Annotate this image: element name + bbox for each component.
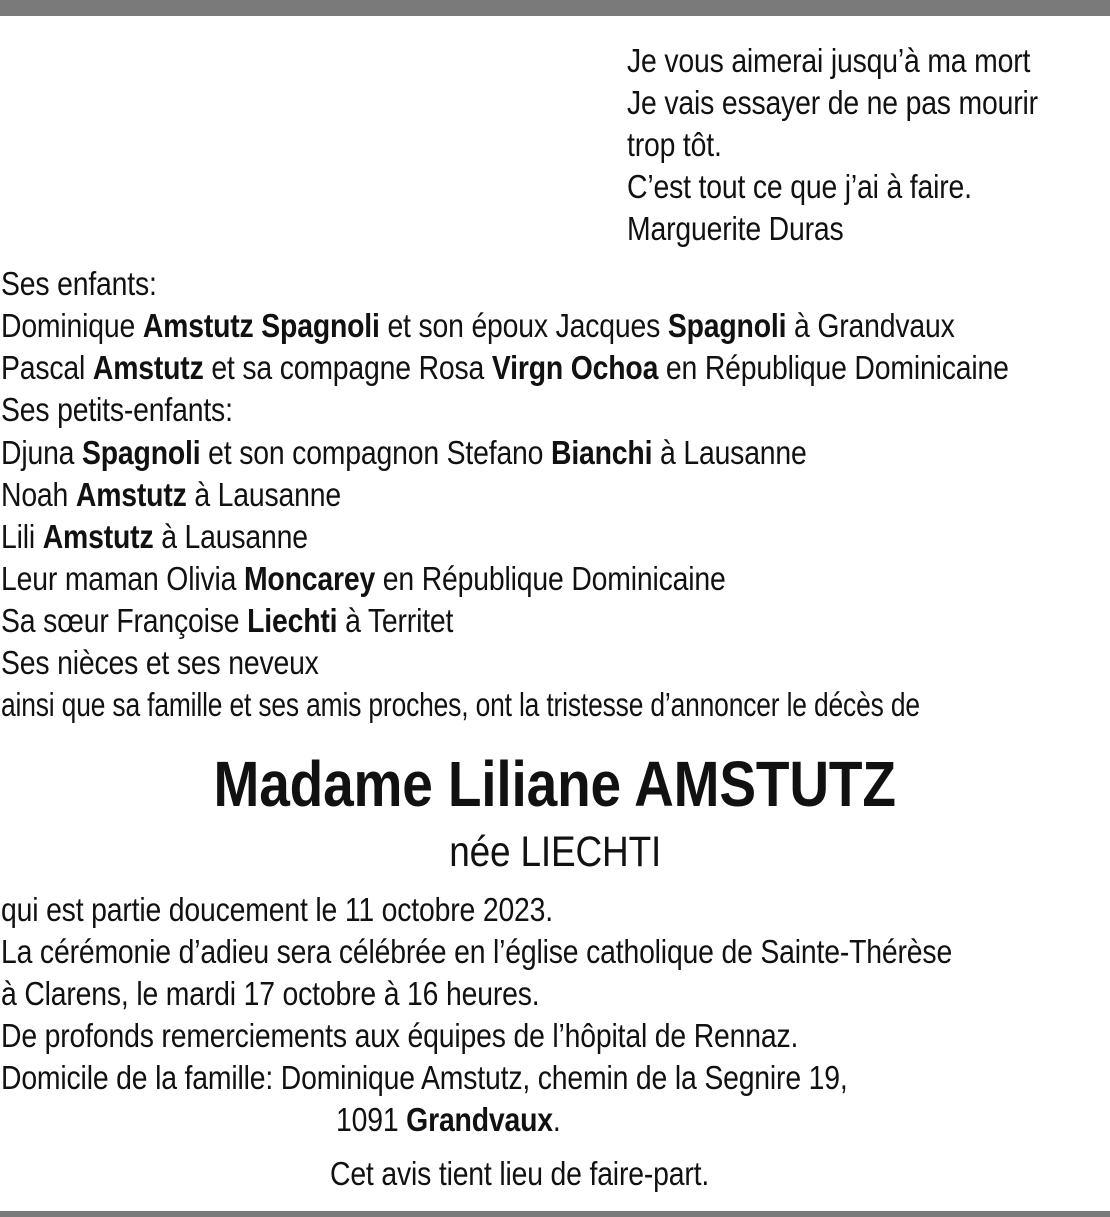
surname: Liechti	[247, 602, 338, 639]
location: en République Dominicaine	[658, 349, 1009, 386]
nieces-line: Ses nièces et ses neveux	[1, 644, 319, 681]
city: Grandvaux	[406, 1101, 553, 1138]
children-heading: Ses enfants:	[1, 265, 157, 302]
details-line: à Clarens, le mardi 17 octobre à 16 heures.	[1, 975, 540, 1012]
child-entry	[1, 305, 955, 347]
footer-note: Cet avis tient lieu de faire-part.	[330, 1155, 710, 1192]
sister-entry	[1, 600, 453, 642]
details-line: qui est partie doucement le 11 octobre 2023.	[1, 891, 553, 928]
poem-line-2: Je vais essayer de ne pas mourir	[627, 84, 1038, 121]
bottom-rule	[0, 1211, 1110, 1217]
location: à Lausanne	[652, 434, 807, 471]
given-name: Leur maman Olivia	[1, 560, 244, 597]
poem-line-4: C’est tout ce que j’ai à faire.	[627, 168, 972, 205]
relation: et son compagnon Stefano	[200, 434, 551, 471]
surname: Spagnoli	[82, 434, 201, 471]
location: à Lausanne	[153, 518, 308, 555]
grandchild-entry	[1, 432, 807, 474]
given-name: Noah	[1, 476, 76, 513]
surname: Spagnoli	[667, 307, 787, 344]
grandchild-entry	[1, 516, 308, 558]
surname: Amstutz	[92, 349, 204, 386]
location: en République Dominicaine	[375, 560, 726, 597]
surname: Amstutz	[75, 476, 187, 513]
surname: Virgn Ochoa	[491, 349, 659, 386]
top-rule	[0, 0, 1110, 16]
postal-code: 1091	[336, 1101, 407, 1138]
grandchild-entry	[1, 474, 341, 516]
grandchildren-heading: Ses petits-enfants:	[1, 391, 233, 428]
mother-entry	[1, 558, 726, 600]
surname: Moncarey	[243, 560, 376, 597]
child-entry	[1, 347, 1009, 389]
deceased-name-text: Madame Liliane AMSTUTZ	[213, 748, 897, 820]
maiden-name	[0, 826, 1110, 878]
details-line: La cérémonie d’adieu sera célébrée en l’église catholique de Sainte-Thérèse	[1, 933, 953, 970]
given-name: Djuna	[1, 434, 83, 471]
given-name: Pascal	[1, 349, 93, 386]
details-line: De profonds remerciements aux équipes de l’hôpital de Rennaz.	[1, 1017, 799, 1054]
location: à Grandvaux	[786, 307, 955, 344]
location: à Lausanne	[186, 476, 341, 513]
family-address-city	[336, 1099, 561, 1141]
family-address: Domicile de la famille: Dominique Amstutz, chemin de la Segnire 19,	[1, 1059, 848, 1096]
surname: Amstutz	[42, 518, 154, 555]
given-name: Dominique	[1, 307, 143, 344]
given-name: Lili	[1, 518, 43, 555]
surname: Amstutz Spagnoli	[142, 307, 380, 344]
surname: Bianchi	[550, 434, 653, 471]
relation: et son époux Jacques	[379, 307, 668, 344]
announcement-line: ainsi que sa famille et ses amis proches, ont la tristesse d’annoncer le décès de	[1, 686, 920, 723]
poem-author: Marguerite Duras	[627, 210, 844, 247]
punctuation: .	[552, 1101, 561, 1138]
given-name: Sa sœur Françoise	[1, 602, 248, 639]
deceased-name	[0, 746, 1110, 822]
maiden-name-text: née LIECHTI	[449, 828, 661, 876]
poem-line-3: trop tôt.	[627, 126, 722, 163]
poem-line-1: Je vous aimerai jusqu’à ma mort	[627, 42, 1031, 79]
relation: et sa compagne Rosa	[203, 349, 492, 386]
location: à Territet	[337, 602, 454, 639]
